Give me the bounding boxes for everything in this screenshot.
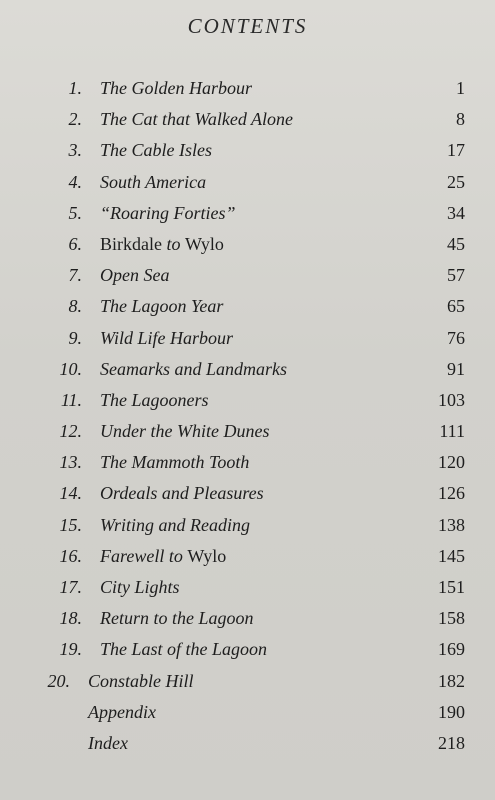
chapter-number: 2. <box>68 109 82 130</box>
page-title: CONTENTS <box>187 14 308 38</box>
page-number: 1 <box>456 78 465 98</box>
page-number: 45 <box>447 233 465 254</box>
chapter-number: 17. <box>59 577 82 597</box>
toc-entry-5[interactable] <box>0 200 495 231</box>
chapter-title <box>100 543 226 569</box>
title-part-text: Farewell to <box>100 545 188 566</box>
page-number: 190 <box>438 701 465 722</box>
chapter-number: 10. <box>59 358 82 379</box>
chapter-number: 8. <box>68 296 82 317</box>
page-number: 145 <box>438 545 465 566</box>
page-number: 17 <box>447 140 465 161</box>
chapter-title: The Golden Harbour <box>100 78 252 98</box>
page-number: 169 <box>438 639 465 660</box>
chapter-title: The Cat that Walked Alone <box>100 109 293 130</box>
page-number: 65 <box>447 296 465 317</box>
page-number: 34 <box>447 202 465 223</box>
chapter-title: The Lagooners <box>100 389 209 410</box>
page-number: 120 <box>438 452 465 473</box>
chapter-title: Wild Life Harbour <box>100 327 234 348</box>
chapter-number: 11. <box>60 389 82 410</box>
chapter-title: The Lagoon Year <box>100 296 224 317</box>
toc-entry-1[interactable] <box>0 75 495 106</box>
page-number: 25 <box>447 171 465 192</box>
toc-entry-19[interactable] <box>0 636 495 667</box>
toc-entry-2[interactable] <box>0 106 495 137</box>
chapter-number: 1. <box>68 78 82 98</box>
chapter-title: Writing and Reading <box>100 514 250 535</box>
page-number: 126 <box>438 483 465 504</box>
toc-entry-18[interactable] <box>0 605 495 636</box>
toc-entry-14[interactable] <box>0 480 495 511</box>
chapter-title: Seamarks and Landmarks <box>100 358 287 379</box>
toc-entry-12[interactable] <box>0 418 495 449</box>
chapter-number: 15. <box>59 514 82 535</box>
toc-entry-appendix[interactable] <box>0 699 495 730</box>
page-number: 111 <box>439 421 465 442</box>
title-part-place: Birkdale <box>100 233 162 254</box>
toc-entry-10[interactable] <box>0 356 495 387</box>
toc-entry-6[interactable] <box>0 231 495 262</box>
toc-entry-15[interactable] <box>0 512 495 543</box>
page-number: 151 <box>438 577 465 597</box>
chapter-number: 13. <box>59 452 82 473</box>
page-number: 76 <box>447 327 465 348</box>
chapter-number: 9. <box>68 327 82 348</box>
toc-entry-4[interactable] <box>0 169 495 200</box>
toc-entry-3[interactable] <box>0 137 495 168</box>
page-number: 57 <box>447 265 465 286</box>
chapter-number: 5. <box>68 202 82 223</box>
chapter-title: The Cable Isles <box>100 140 212 161</box>
chapter-title: Open Sea <box>100 265 170 286</box>
chapter-number: 12. <box>59 421 82 442</box>
chapter-number: 14. <box>59 483 82 504</box>
chapter-title: Under the White Dunes <box>100 421 270 442</box>
chapter-number: 6. <box>68 233 82 254</box>
chapter-title: Appendix <box>88 701 156 722</box>
chapter-title: Ordeals and Pleasures <box>100 483 264 504</box>
toc-entry-20[interactable] <box>0 668 495 699</box>
chapter-number: 3. <box>68 140 82 161</box>
table-of-contents <box>0 75 495 761</box>
chapter-number: 4. <box>68 171 82 192</box>
chapter-title: South America <box>100 171 207 192</box>
title-part-place: Wylo <box>185 233 224 254</box>
chapter-title: The Mammoth Tooth <box>100 452 250 473</box>
page-number: 158 <box>438 608 465 629</box>
chapter-number: 19. <box>59 639 82 660</box>
page-number: 103 <box>438 389 465 410</box>
page-number: 218 <box>438 732 465 753</box>
page-number: 138 <box>438 514 465 535</box>
title-part-connector: to <box>161 233 185 254</box>
chapter-title: Constable Hill <box>88 670 194 691</box>
chapter-number: 7. <box>68 265 82 286</box>
page-number: 8 <box>456 109 465 130</box>
toc-entry-8[interactable] <box>0 293 495 324</box>
chapter-title: “Roaring Forties” <box>100 202 236 223</box>
title-part-place: Wylo <box>187 545 227 566</box>
toc-entry-11[interactable] <box>0 387 495 418</box>
chapter-number: 16. <box>59 545 82 566</box>
toc-entry-7[interactable] <box>0 262 495 293</box>
chapter-title: The Last of the Lagoon <box>100 639 268 660</box>
toc-entry-13[interactable] <box>0 449 495 480</box>
chapter-title: Index <box>88 732 128 753</box>
toc-entry-index[interactable] <box>0 730 495 761</box>
toc-entry-9[interactable] <box>0 325 495 356</box>
chapter-title <box>100 231 224 257</box>
chapter-title: Return to the Lagoon <box>100 608 254 629</box>
page-number: 91 <box>447 358 465 379</box>
page-number: 182 <box>438 670 465 691</box>
toc-entry-17[interactable] <box>0 574 495 605</box>
toc-entry-16[interactable] <box>0 543 495 574</box>
chapter-number: 20. <box>47 670 70 691</box>
chapter-title: City Lights <box>100 577 180 597</box>
chapter-number: 18. <box>59 608 82 629</box>
